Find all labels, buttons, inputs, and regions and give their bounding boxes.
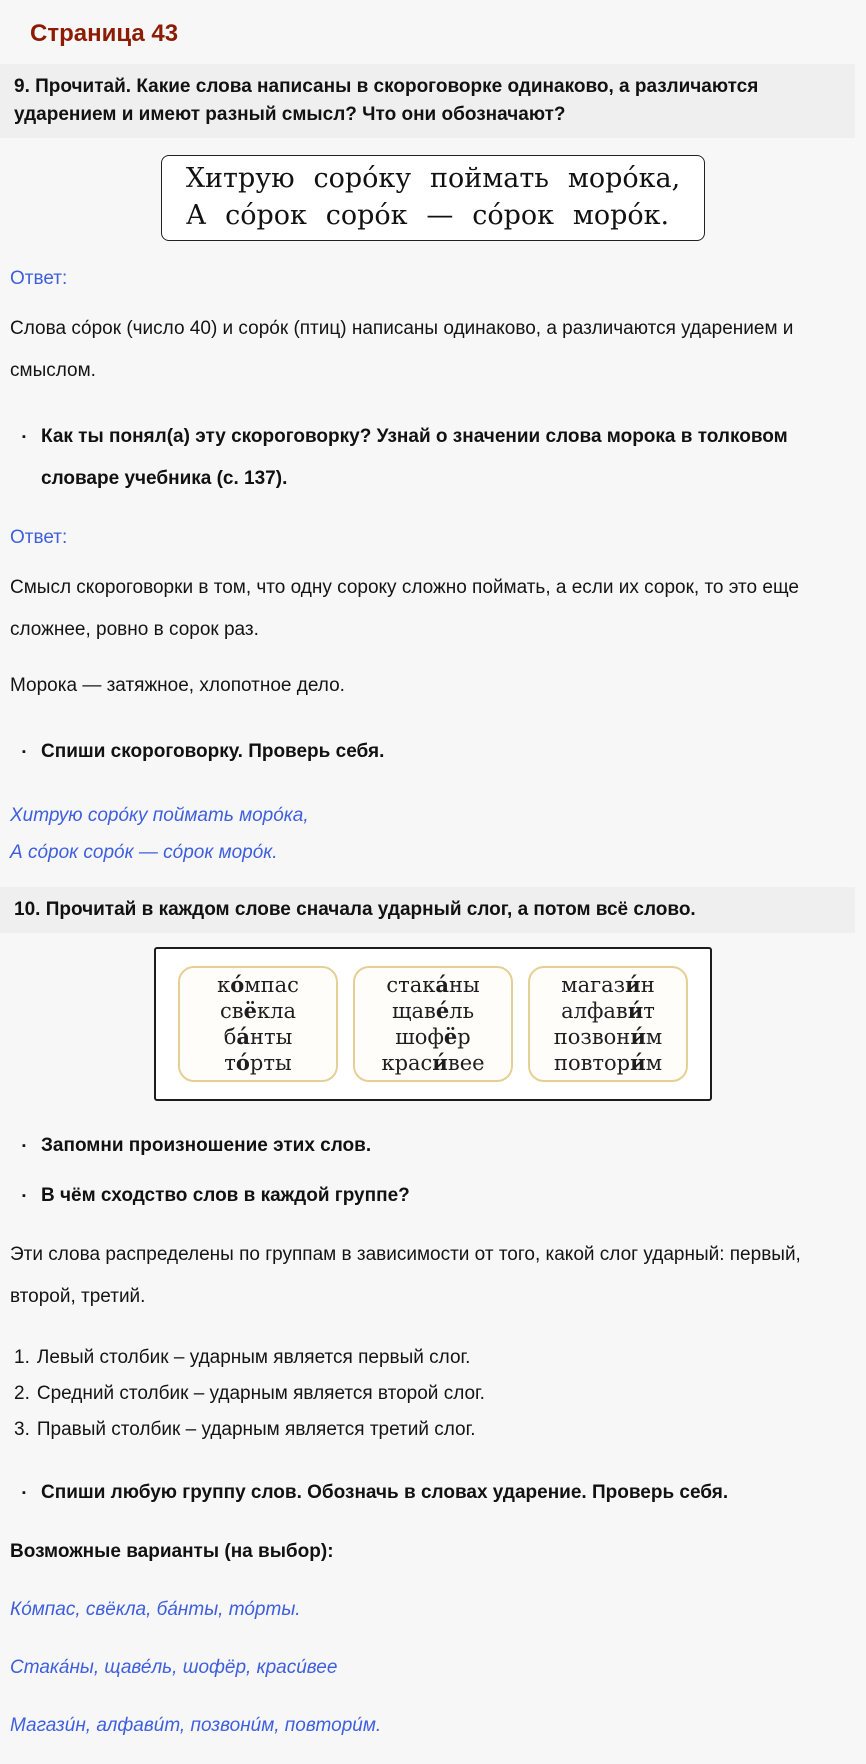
variant-answer: Стака́ны, щаве́ль, шофёр, краси́вее [10, 1657, 338, 1678]
copied-line: Хитрую соро́ку поймать моро́ка, [10, 805, 309, 826]
tongue-twister-line: А со́рок соро́к — со́рок моро́к. [185, 200, 670, 231]
tongue-twister-line: Хитрую соро́ку поймать моро́ка, [185, 163, 681, 194]
subtask-text: Спиши скороговорку. Проверь себя. [41, 741, 385, 762]
answer-text: Морока — затяжное, хлопотное дело. [10, 675, 345, 696]
task-10-subtask [22, 1472, 806, 1514]
word: щаве́ль [391, 998, 475, 1023]
subtask-text: Запомни произношение этих слов. [41, 1135, 372, 1156]
word-column-first-syllable [178, 966, 338, 1082]
list-item-text: Средний столбик – ударным является второй слог. [36, 1383, 485, 1404]
word: шофёр [395, 1024, 471, 1049]
task-10-subtask [22, 1175, 806, 1217]
word: повтори́м [553, 1050, 663, 1075]
copied-tongue-twister [10, 797, 866, 871]
list-item-number: 2. [14, 1383, 30, 1404]
word: ба́нты [223, 1024, 293, 1049]
task-9-subtask [22, 416, 806, 500]
bullet-square-icon: ▪ [22, 1140, 26, 1152]
variant-answer: Магази́н, алфави́т, позвони́м, повтори́м. [10, 1715, 382, 1736]
word: магази́н [561, 972, 655, 997]
word: алфави́т [561, 998, 655, 1023]
word: стака́ны [386, 972, 480, 997]
task-9-subtask [22, 731, 806, 773]
task-10-header: 10. Прочитай в каждом слове сначала ударный слог, а потом всё слово. [0, 887, 855, 933]
list-item [14, 1412, 866, 1448]
word: свёкла [220, 998, 296, 1023]
list-item-text: Правый столбик – ударным является третий слог. [36, 1419, 476, 1440]
answer-text: Эти слова распределены по группам в зависимости от того, какой слог ударный: первый, второй, третий. [10, 1244, 801, 1307]
bullet-square-icon: ▪ [22, 1487, 26, 1499]
subtask-text: Как ты понял(а) эту скороговорку? Узнай о значении слова морока в толковом словаре учебника (с. 137). [41, 426, 788, 489]
word-column-third-syllable [528, 966, 688, 1082]
word-columns-image [154, 947, 712, 1101]
word: позвони́м [553, 1024, 663, 1049]
bullet-square-icon: ▪ [22, 1190, 26, 1202]
answer-numbered-list [14, 1340, 866, 1448]
subtask-text: Спиши любую группу слов. Обозначь в словах ударение. Проверь себя. [41, 1482, 729, 1503]
task-9-header: 9. Прочитай. Какие слова написаны в скороговорке одинаково, а различаются ударением и имеют разный смысл? Что они обозначают? [0, 64, 855, 138]
answer-text: Смысл скороговорки в том, что одну сороку сложно поймать, а если их сорок, то это еще сложнее, ровно в сорок раз. [10, 577, 799, 640]
answer-label: Ответ: [10, 527, 68, 548]
answer-text: Слова со́рок (число 40) и соро́к (птиц) написаны одинаково, а различаются ударением и смыслом. [10, 318, 794, 381]
word: краси́вее [381, 1050, 485, 1075]
list-item-number: 1. [14, 1347, 30, 1368]
subtask-text: В чём сходство слов в каждой группе? [41, 1185, 410, 1206]
copied-line: А со́рок соро́к — со́рок моро́к. [10, 842, 278, 863]
list-item [14, 1340, 866, 1376]
word-column-second-syllable [353, 966, 513, 1082]
variant-answer: Ко́мпас, свёкла, ба́нты, то́рты. [10, 1599, 301, 1620]
variants-label: Возможные варианты (на выбор): [10, 1541, 334, 1562]
bullet-square-icon: ▪ [22, 431, 26, 443]
list-item-number: 3. [14, 1419, 30, 1440]
word: ко́мпас [217, 972, 299, 997]
answer-label: Ответ: [10, 268, 68, 289]
list-item-text: Левый столбик – ударным является первый слог. [36, 1347, 471, 1368]
list-item [14, 1376, 866, 1412]
page-title: Страница 43 [30, 20, 179, 47]
word: то́рты [224, 1050, 292, 1075]
tongue-twister-image [161, 155, 705, 241]
bullet-square-icon: ▪ [22, 746, 26, 758]
task-10-subtask [22, 1125, 806, 1167]
